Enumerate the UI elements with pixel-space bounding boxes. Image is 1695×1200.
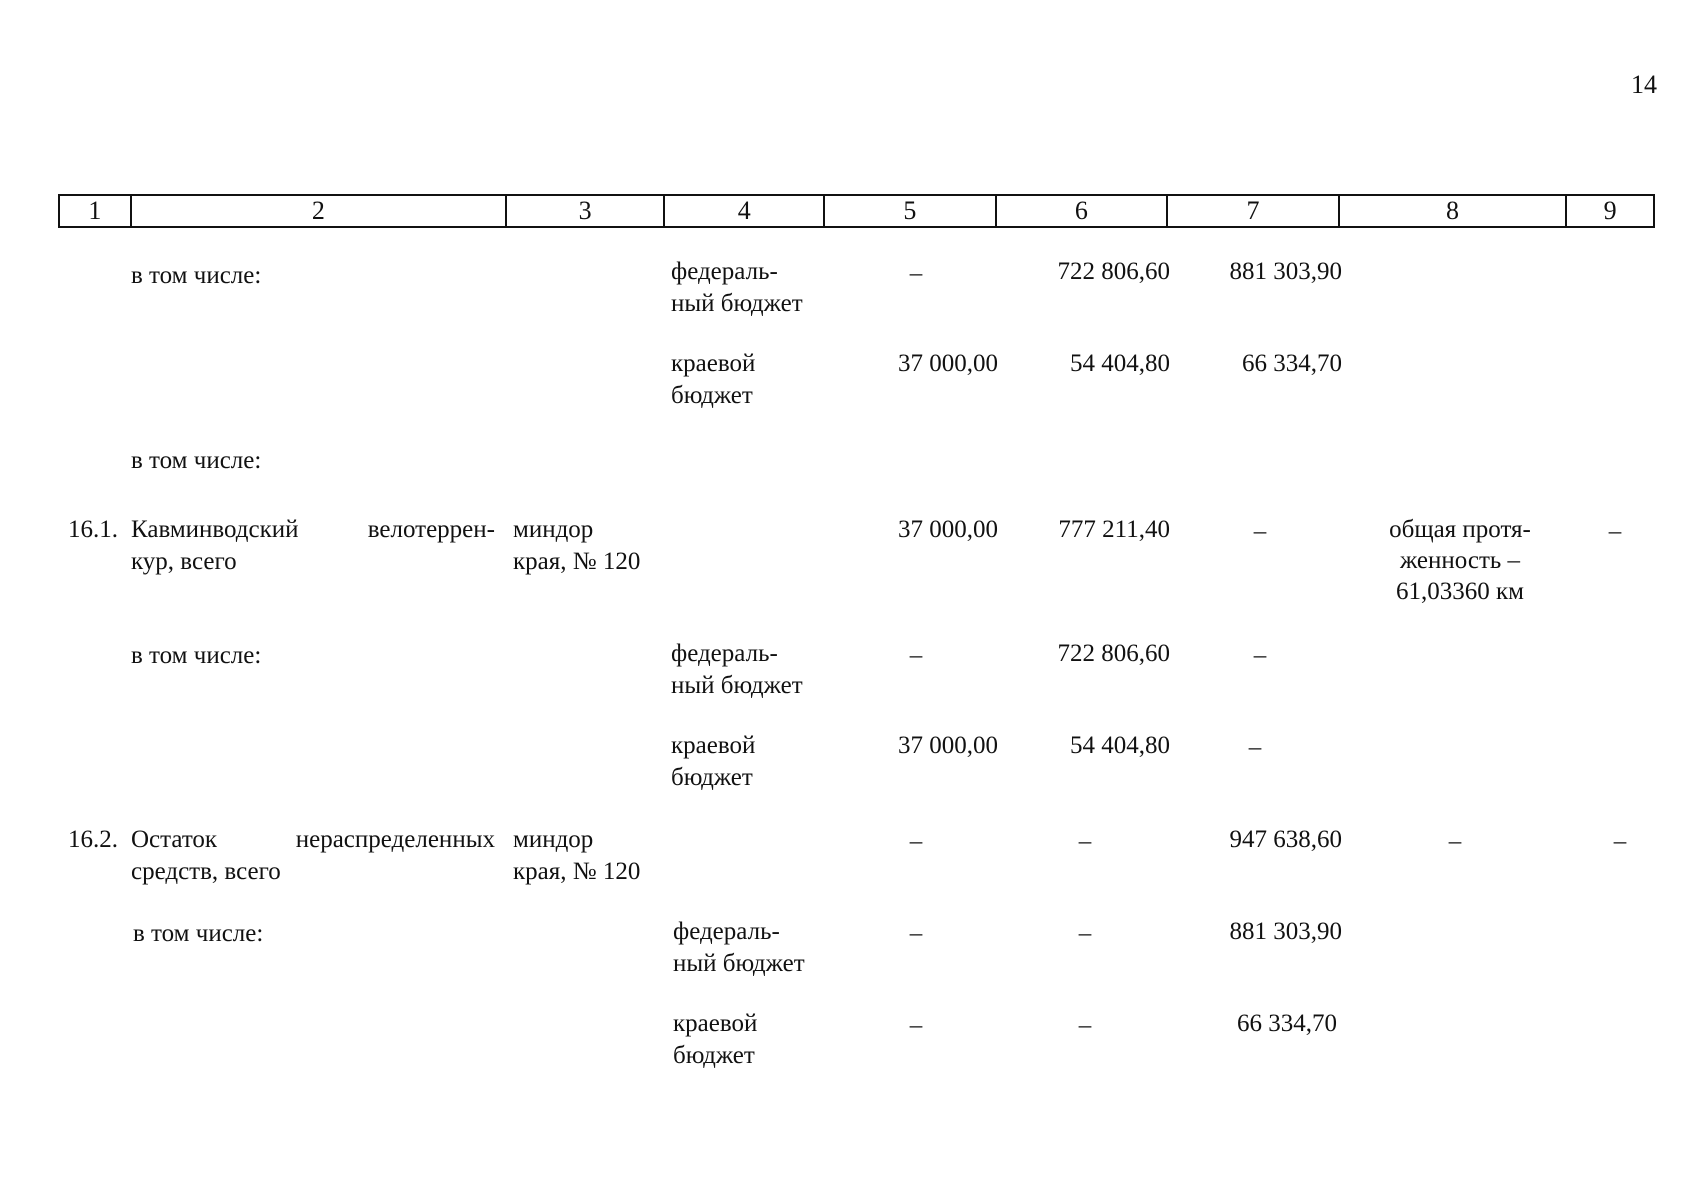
col7-value: 66 334,70 [1242,350,1342,377]
item-name-part: Остаток [131,826,218,853]
table-header-row [58,194,1655,228]
col6-value: 722 806,60 [1057,258,1170,285]
col5-value: – [909,828,923,855]
col7-value: 66 334,70 [1237,1010,1337,1037]
col8-line: женность – [1399,547,1521,574]
col6-value: 722 806,60 [1057,640,1170,667]
funding-source-line: бюджет [671,382,753,409]
funding-source-line: федераль- [673,918,780,945]
item-name-part: велотеррен- [367,516,495,543]
row-label: в том числе: [131,642,262,669]
col9-value: – [1608,518,1622,545]
page-number: 14 [1631,70,1657,99]
item-name-part: Кавминводский [131,516,299,543]
col8-value: – [1448,828,1462,855]
col5-value: 37 000,00 [898,516,998,543]
header-col-7: 7 [1168,196,1340,226]
funding-source-line: федераль- [671,640,778,667]
funding-source-line: краевой [673,1010,758,1037]
funding-source-line: краевой [671,350,756,377]
header-col-1: 1 [60,196,132,226]
funding-source [671,638,803,702]
header-col-2: 2 [132,196,507,226]
col6-value: 54 404,80 [1070,350,1170,377]
executor-line: миндор [513,826,594,853]
header-col-8: 8 [1340,196,1567,226]
header-col-4: 4 [665,196,825,226]
funding-source [671,348,755,412]
col6-value: 54 404,80 [1070,732,1170,759]
item-name-line: кур, всего [131,548,237,575]
item-name [131,824,495,888]
col7-value: – [1253,642,1267,669]
funding-source [673,1008,757,1072]
funding-source [673,916,805,980]
col9-value: – [1613,828,1627,855]
funding-source [671,256,803,320]
funding-source-line: ный бюджет [671,290,803,317]
funding-source-line: ный бюджет [673,950,805,977]
row-label: в том числе: [131,447,262,474]
col5-value: 37 000,00 [898,350,998,377]
col6-value: 777 211,40 [1058,516,1170,543]
executor [513,514,640,578]
col5-value: – [909,642,923,669]
col5-value: – [909,260,923,287]
col8-value [1350,514,1570,607]
col7-value: – [1248,734,1262,761]
col5-value: 37 000,00 [898,732,998,759]
funding-source-line: федераль- [671,258,778,285]
item-name-part: нераспределенных [295,826,495,853]
funding-source-line: бюджет [673,1042,755,1069]
col6-value: – [1078,1012,1092,1039]
header-col-6: 6 [997,196,1169,226]
executor [513,824,640,888]
executor-line: края, № 120 [513,548,641,575]
item-number: 16.2. [68,826,118,853]
col6-value: – [1078,828,1092,855]
col7-value: 881 303,90 [1229,258,1342,285]
col8-line: общая протя- [1389,516,1531,543]
header-col-9: 9 [1603,196,1617,225]
item-name [131,514,495,578]
item-number: 16.1. [68,516,118,543]
item-name-line: средств, всего [131,858,281,885]
funding-source-line: ный бюджет [671,672,803,699]
executor-line: миндор [513,516,594,543]
col5-value: – [909,1012,923,1039]
item-name-line [131,514,495,546]
funding-source-line: бюджет [671,764,753,791]
col7-value: 881 303,90 [1229,918,1342,945]
row-label: в том числе: [133,920,264,947]
col7-value: 947 638,60 [1229,826,1342,853]
col8-line: 61,03360 км [1396,578,1524,605]
executor-line: края, № 120 [513,858,641,885]
funding-source [671,730,755,794]
col7-value: – [1253,518,1267,545]
header-col-5: 5 [825,196,997,226]
item-name-line [131,824,495,856]
funding-source-line: краевой [671,732,756,759]
col5-value: – [909,920,923,947]
header-col-3: 3 [507,196,666,226]
col6-value: – [1078,920,1092,947]
row-label: в том числе: [131,262,262,289]
